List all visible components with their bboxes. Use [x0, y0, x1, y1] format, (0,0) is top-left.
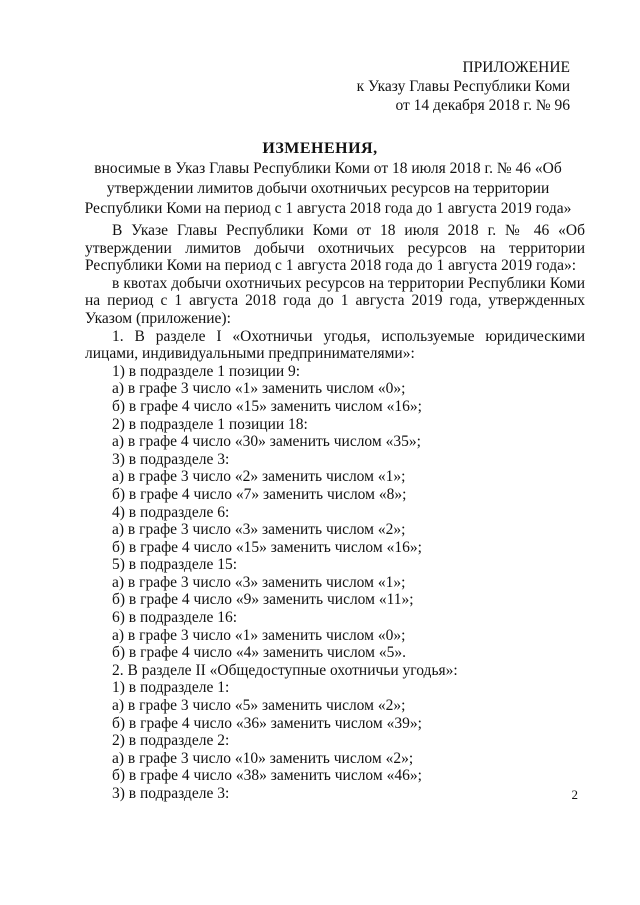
list-item: 1) в подразделе 1:: [112, 679, 230, 697]
list-item: а) в графе 3 число «2» заменить числом «1»;: [112, 468, 406, 486]
intro-paragraph: В Указе Главы Республики Коми от 18 июля 2018 г. № 46 «Об утверждении лимитов добычи охотничьих ресурсов на территории Республики Коми на период с 1 августа 2018 года до 1 августа 2019 года»:: [85, 222, 585, 275]
list-item: а) в графе 3 число «1» заменить числом «0»;: [112, 626, 406, 644]
list-item: 3) в подразделе 3:: [112, 450, 230, 468]
document-title: ИЗМЕНЕНИЯ,: [262, 140, 378, 157]
list-item: б) в графе 4 число «38» заменить числом «46»;: [112, 767, 422, 785]
list-item: б) в графе 4 число «4» заменить числом «5».: [112, 644, 406, 662]
list-item: 5) в подразделе 15:: [112, 556, 237, 574]
appendix-decree-ref: к Указу Главы Республики Коми: [356, 78, 570, 95]
list-item: 2) в подразделе 2:: [112, 732, 230, 750]
list-item: б) в графе 4 число «15» заменить числом «16»;: [112, 538, 422, 556]
list-item: б) в графе 4 число «9» заменить числом «11»;: [112, 591, 414, 609]
subtitle-line: Республики Коми на период с 1 августа 2018 года до 1 августа 2019 года»: [84, 200, 572, 217]
list-item: а) в графе 3 число «3» заменить числом «2»;: [112, 521, 406, 539]
subtitle-line: вносимые в Указ Главы Республики Коми от 18 июля 2018 г. № 46 «Об: [94, 160, 562, 177]
list-item: а) в графе 3 число «5» заменить числом «2»;: [112, 697, 406, 715]
list-item: б) в графе 4 число «15» заменить числом «16»;: [112, 397, 422, 415]
amendment-list: [85, 363, 585, 803]
list-item: б) в графе 4 число «36» заменить числом «39»;: [112, 714, 422, 732]
section-2-heading: 2. В разделе II «Общедоступные охотничьи угодья»:: [112, 661, 458, 679]
list-item: 4) в подразделе 6:: [112, 503, 230, 521]
page-number: 2: [571, 787, 578, 802]
appendix-header: [357, 58, 570, 115]
list-item: б) в графе 4 число «7» заменить числом «8»;: [112, 485, 407, 503]
appendix-label: ПРИЛОЖЕНИЕ: [462, 59, 570, 76]
appendix-date: от 14 декабря 2018 г. № 96: [395, 97, 570, 114]
document-body: [85, 222, 585, 803]
document-subtitle: [70, 159, 586, 219]
list-item: а) в графе 3 число «10» заменить числом «2»;: [112, 749, 414, 767]
section-1-paragraph: 1. В разделе I «Охотничьи угодья, используемые юридическими лицами, индивидуальными предпринимателями»:: [85, 327, 585, 363]
list-item: а) в графе 4 число «30» заменить числом «35»;: [112, 433, 421, 451]
list-item: 6) в подразделе 16:: [112, 609, 237, 627]
list-item: а) в графе 3 число «3» заменить числом «1»;: [112, 573, 406, 591]
list-item: 1) в подразделе 1 позиции 9:: [112, 362, 301, 380]
subtitle-line: утверждении лимитов добычи охотничьих ресурсов на территории: [106, 180, 550, 197]
list-item: 3) в подразделе 3:: [112, 785, 230, 802]
quota-paragraph: в квотах добычи охотничьих ресурсов на территории Республики Коми на период с 1 августа 2018 года до 1 августа 2019 года, утвержденных Указом (приложение):: [85, 274, 585, 327]
list-item: а) в графе 3 число «1» заменить числом «0»;: [112, 380, 406, 398]
list-item: 2) в подразделе 1 позиции 18:: [112, 415, 308, 433]
